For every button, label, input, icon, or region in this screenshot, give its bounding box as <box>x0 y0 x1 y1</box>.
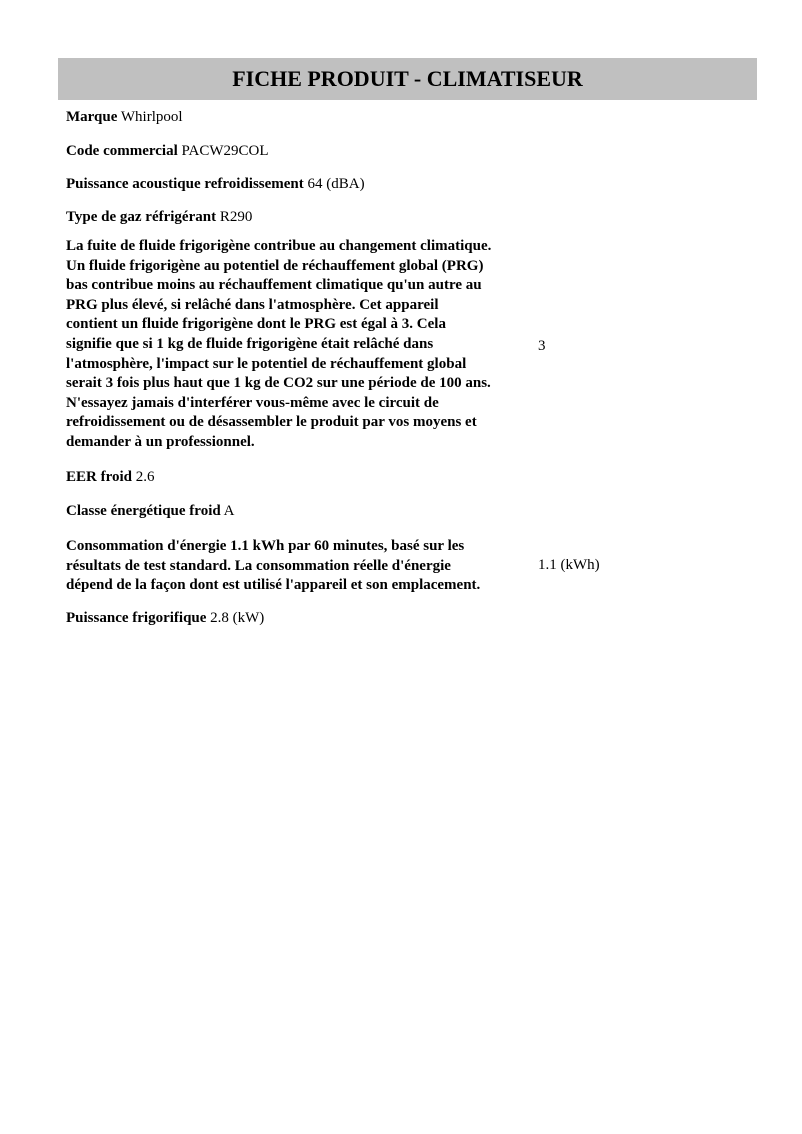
gwp-line: La fuite de fluide frigorigène contribue au changement climatique. <box>66 238 492 254</box>
gwp-line: l'atmosphère, l'impact sur le potentiel de réchauffement global <box>66 355 467 372</box>
field-brand <box>66 108 183 128</box>
gwp-line: PRG plus élevé, si relâché dans l'atmosphère. Cet appareil <box>66 296 439 313</box>
field-value: Whirlpool <box>120 109 183 125</box>
gwp-line: refroidissement ou de désassembler le produit par vos moyens et <box>66 414 477 431</box>
gwp-statement <box>66 237 491 453</box>
consumption-line: résultats de test standard. La consommation réelle d'énergie <box>66 557 451 574</box>
field-value: 64 (dBA) <box>307 176 365 192</box>
field-label: Marque <box>66 109 118 125</box>
field-label: Type de gaz réfrigérant <box>66 209 217 225</box>
consumption-statement <box>66 537 480 596</box>
field-commercial-code <box>66 142 269 162</box>
gwp-line: N'essayez jamais d'interférer vous-même avec le circuit de <box>66 394 439 411</box>
field-value: A <box>223 503 235 519</box>
gwp-value: 3 <box>538 338 546 354</box>
field-label: EER froid <box>66 469 132 485</box>
gwp-line: signifie que si 1 kg de fluide frigorigène était relâché dans <box>66 335 434 352</box>
gwp-line: contient un fluide frigorigène dont le PRG est égal à 3. Cela <box>66 316 446 333</box>
field-value: PACW29COL <box>181 143 269 159</box>
consumption-value: 1.1 (kWh) <box>538 557 600 573</box>
field-label: Puissance acoustique refroidissement <box>66 176 304 192</box>
gwp-line: serait 3 fois plus haut que 1 kg de CO2 sur une période de 100 ans. <box>66 375 491 392</box>
field-sound-power <box>66 175 365 195</box>
gwp-line: demander à un professionnel. <box>66 433 255 450</box>
field-value: 2.6 <box>135 469 155 485</box>
field-label: Puissance frigorifique <box>66 610 207 626</box>
field-eer <box>66 468 154 488</box>
field-refrigerant <box>66 208 252 228</box>
field-label: Code commercial <box>66 143 178 159</box>
field-cooling-capacity <box>66 609 264 629</box>
field-energy-class <box>66 502 234 522</box>
field-value: R290 <box>219 209 253 225</box>
gwp-line: Un fluide frigorigène au potentiel de réchauffement global (PRG) <box>66 257 484 274</box>
field-label: Classe énergétique froid <box>66 503 221 519</box>
gwp-line: bas contribue moins au réchauffement climatique qu'un autre au <box>66 277 482 294</box>
consumption-line: dépend de la façon dont est utilisé l'appareil et son emplacement. <box>66 577 481 594</box>
field-value: 2.8 (kW) <box>210 610 265 626</box>
consumption-line: Consommation d'énergie 1.1 kWh par 60 minutes, basé sur les <box>66 538 465 554</box>
page-title: FICHE PRODUIT - CLIMATISEUR <box>58 58 757 100</box>
